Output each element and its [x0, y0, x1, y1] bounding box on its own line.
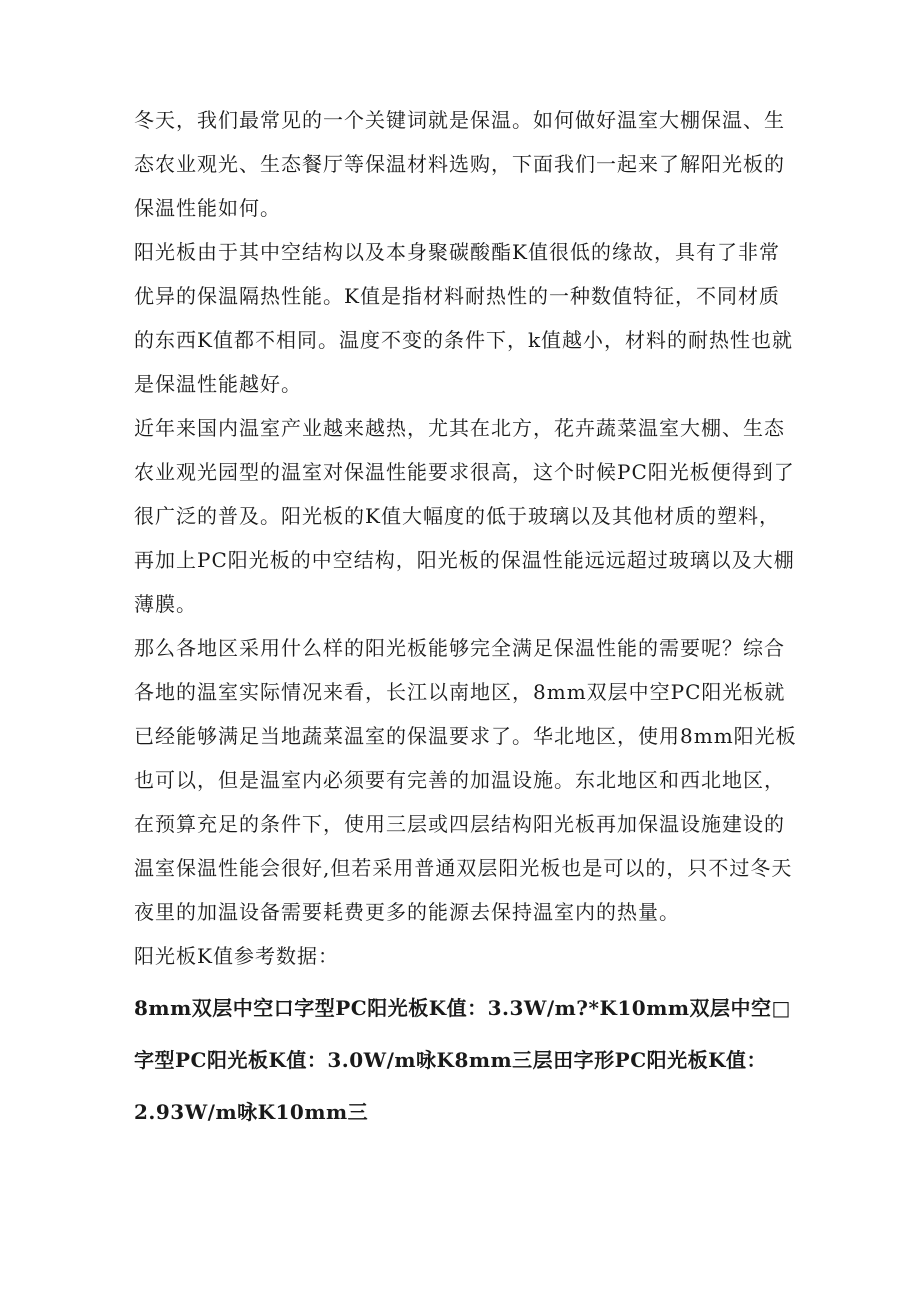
document-body [134, 98, 800, 1138]
paragraph-regional-usage: 那么各地区采用什么样的阳光板能够完全满足保温性能的需要呢？综合各地的温室实际情况来看，长江以南地区，8mm双层中空PC阳光板就已经能够满足当地蔬菜温室的保温要求了。华北地区，使用8mm阳光板也可以，但是温室内必须要有完善的加温设施。东北地区和西北地区，在预算充足的条件下，使用三层或四层结构阳光板再加保温设施建设的温室保温性能会很好,但若采用普通双层阳光板也是可以的，只不过冬天夜里的加温设备需要耗费更多的能源去保持温室内的热量。 [134, 636, 797, 924]
reference-data: 8mm双层中空口字型PC阳光板K值：3.3W/m?*K10mm双层中空□字型PC阳光板K值：3.0W/m咏K8mm三层田字形PC阳光板K值：2.93W/m咏K10mm三 [134, 996, 791, 1124]
paragraph-greenhouse-industry: 近年来国内温室产业越来越热，尤其在北方，花卉蔬菜温室大棚、生态农业观光园型的温室对保温性能要求很高，这个时候PC阳光板便得到了很广泛的普及。阳光板的K值大幅度的低于玻璃以及其他材质的塑料，再加上PC阳光板的中空结构，阳光板的保温性能远远超过玻璃以及大棚薄膜。 [134, 416, 795, 616]
paragraph-intro: 冬天，我们最常见的一个关键词就是保温。如何做好温室大棚保温、生态农业观光、生态餐厅等保温材料选购，下面我们一起来了解阳光板的保温性能如何。 [134, 108, 785, 220]
reference-heading: 阳光板K值参考数据： [134, 944, 339, 968]
paragraph-k-value: 阳光板由于其中空结构以及本身聚碳酸酯K值很低的缘故，具有了非常优异的保温隔热性能。K值是指材料耐热性的一种数值特征，不同材质的东西K值都不相同。温度不变的条件下，k值越小，材料的耐热性也就是保温性能越好。 [134, 240, 794, 396]
